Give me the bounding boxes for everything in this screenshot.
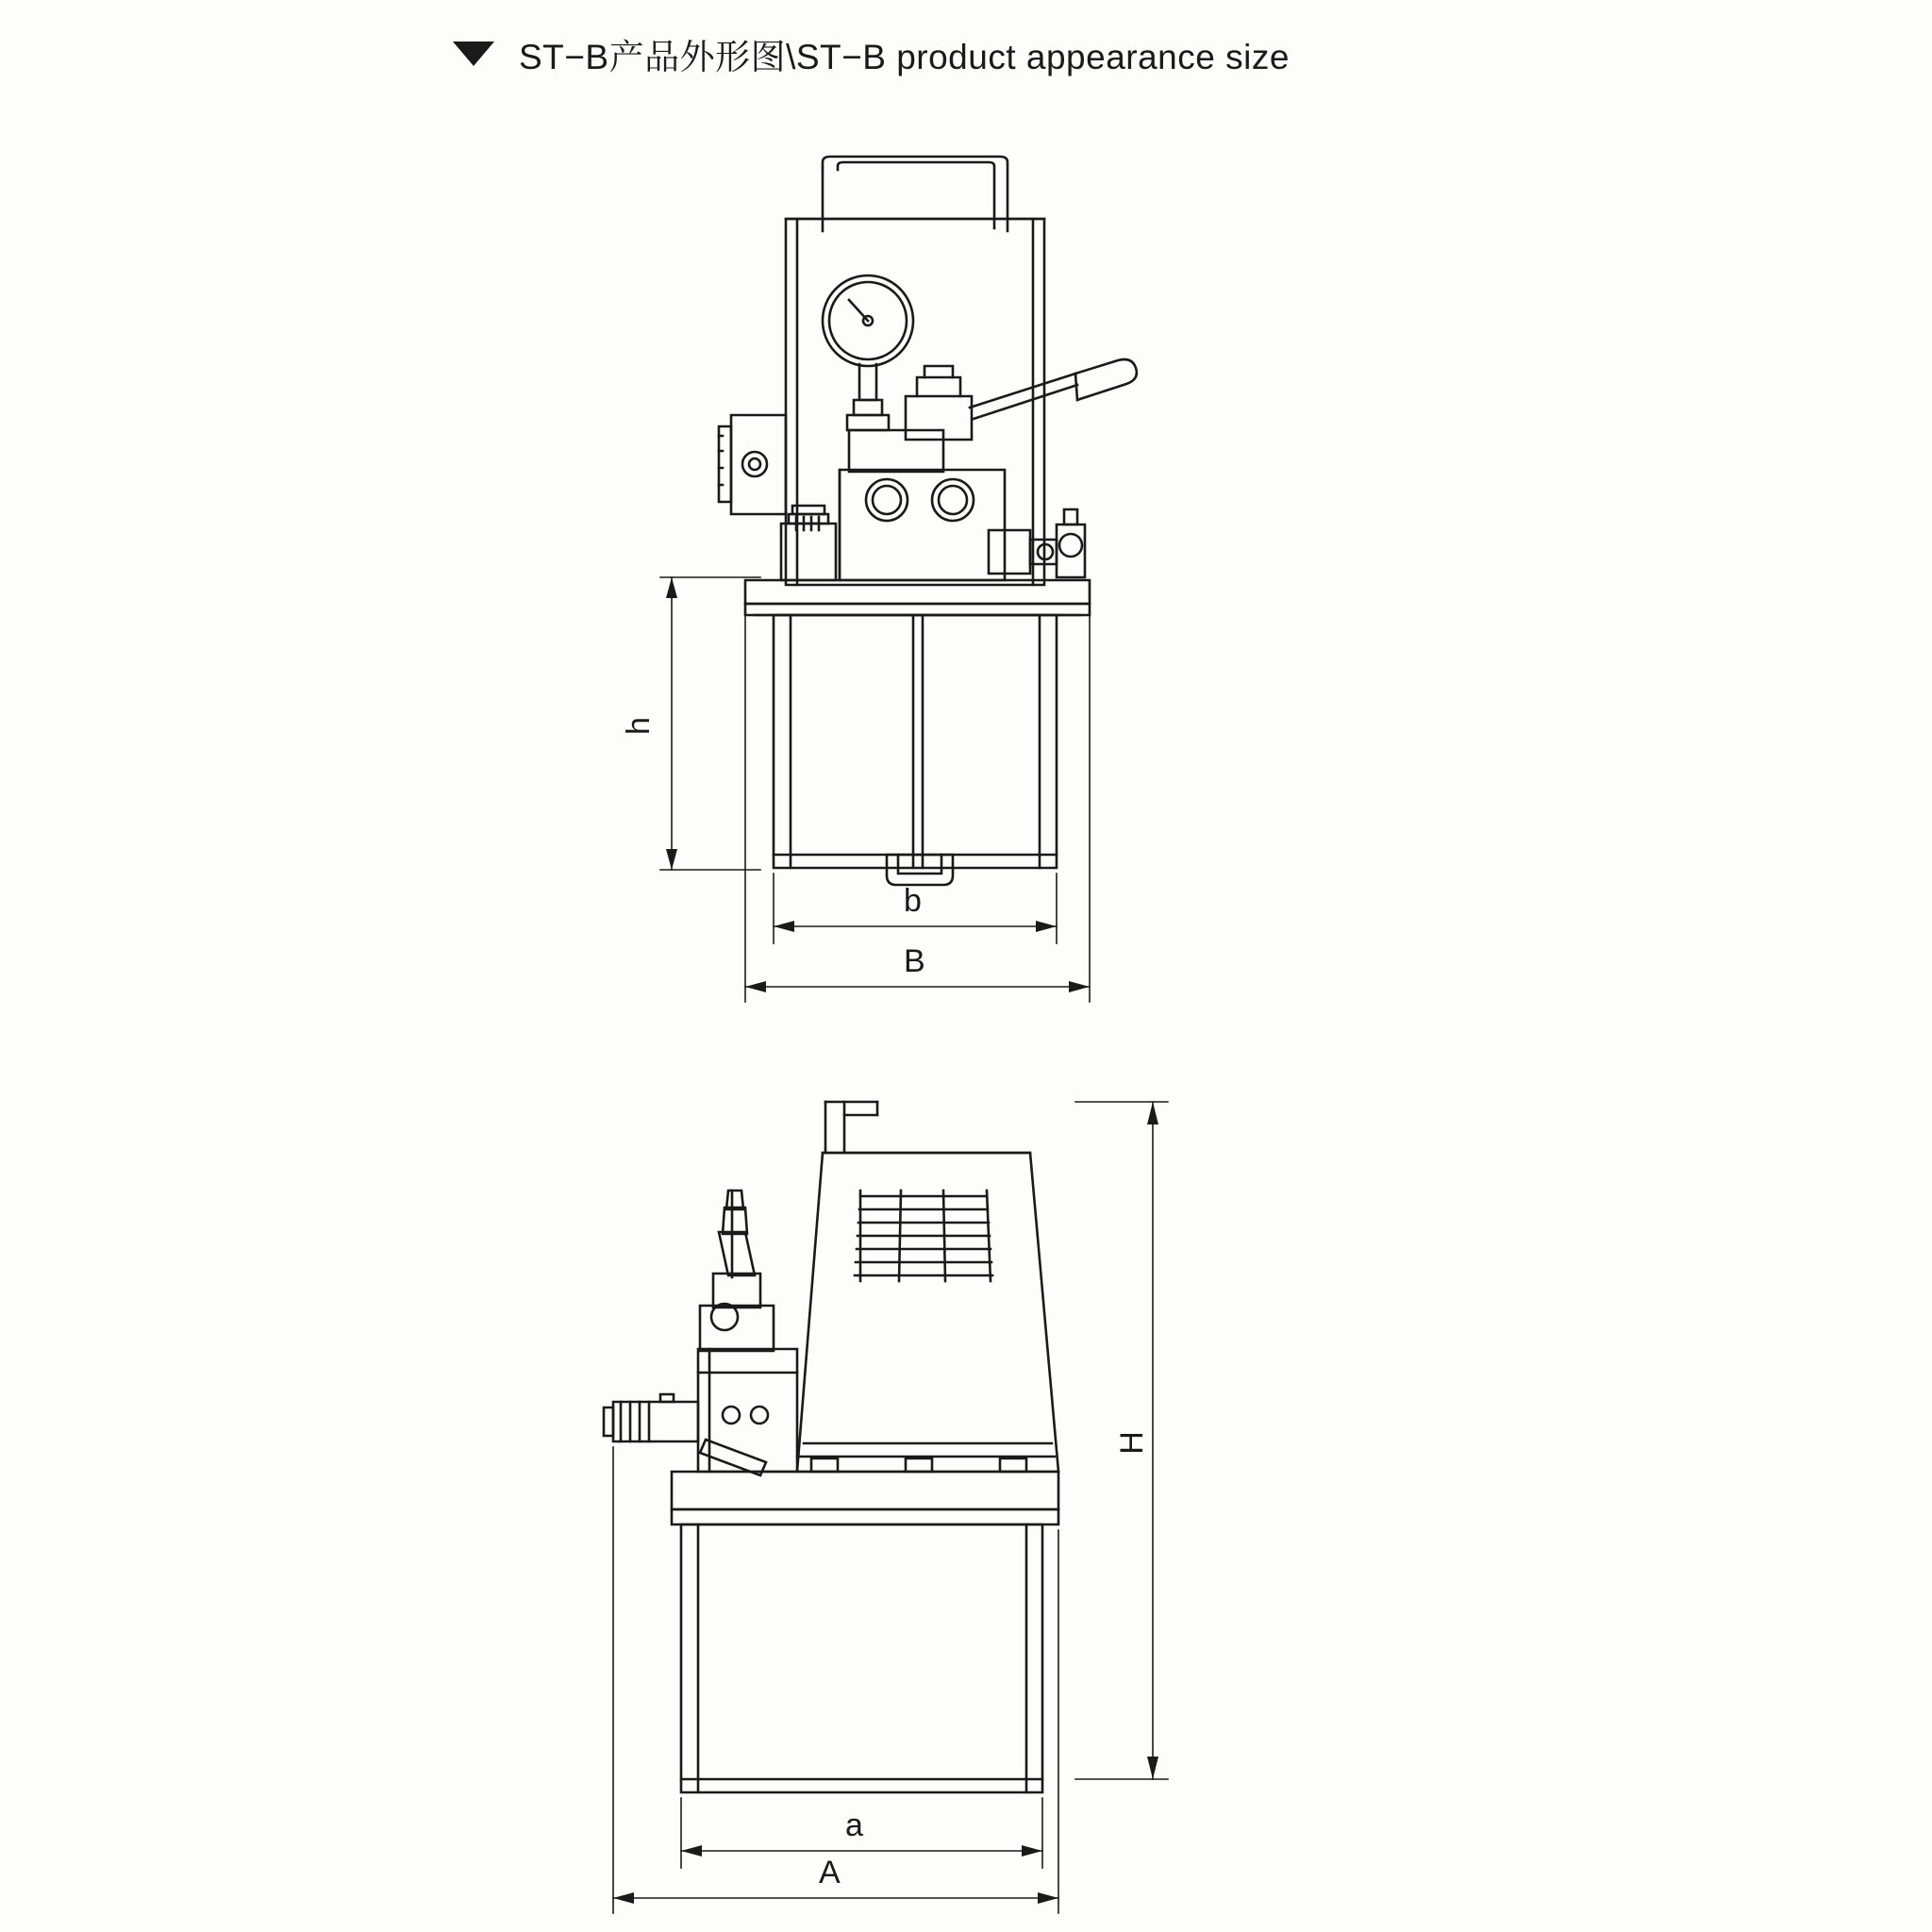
dim-label-b: b xyxy=(904,883,922,919)
side-view-group xyxy=(604,1102,1168,1913)
dim-label-B: B xyxy=(904,943,925,979)
dim-label-H: H xyxy=(1113,1431,1150,1455)
page-title-text: ST−B产品外形图\ST−B product appearance size xyxy=(519,38,1290,76)
dim-label-A: A xyxy=(819,1855,841,1890)
dim-label-a: a xyxy=(845,1807,863,1843)
front-view-group xyxy=(660,157,1137,1002)
page-title xyxy=(453,28,1290,79)
triangle-down-icon xyxy=(453,42,494,66)
dim-label-h: h xyxy=(620,717,657,735)
